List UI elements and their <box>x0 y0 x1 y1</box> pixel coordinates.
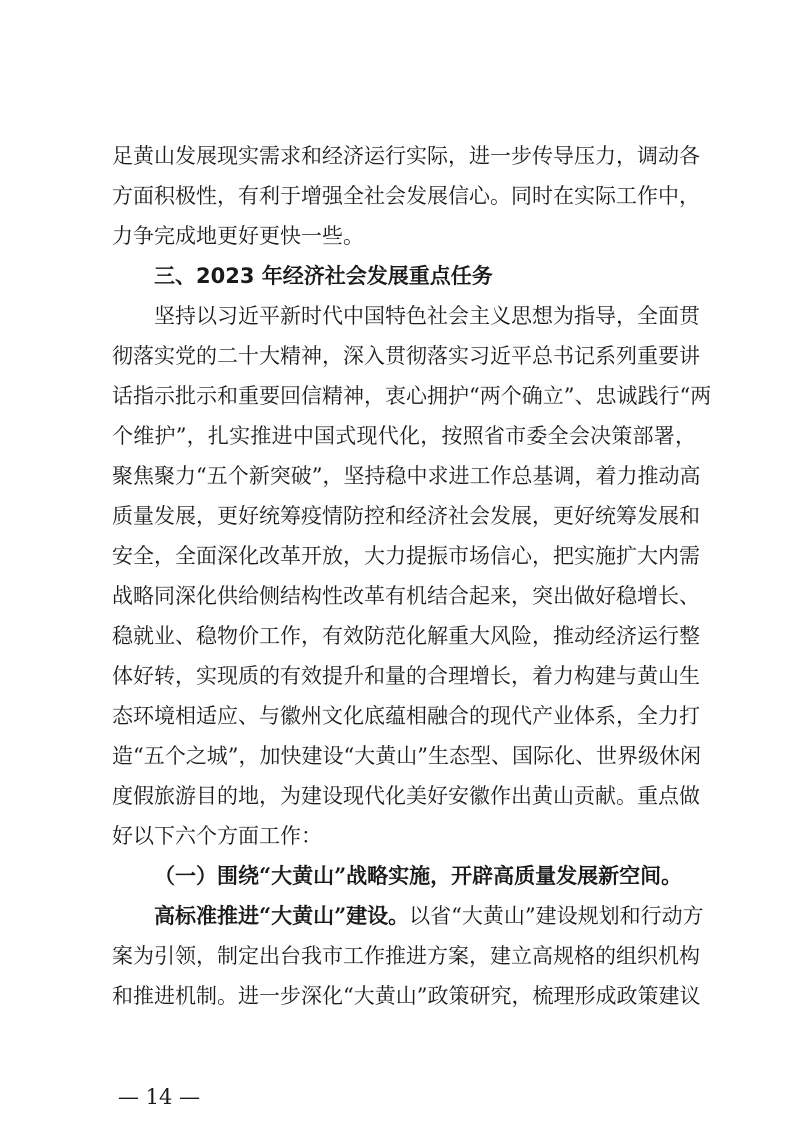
paragraph-line-3: 话指示批示和重要回信精神，衷心拥护“两个确立”、忠诚践行“两 <box>112 384 712 408</box>
paragraph-line-1: 坚持以习近平新时代中国特色社会主义思想为指导，全面贯 <box>154 304 700 328</box>
paragraph-line-2: 彻落实党的二十大精神，深入贯彻落实习近平总书记系列重要讲 <box>112 344 700 368</box>
paragraph-line-7: 安全，全面深化改革开放，大力提振市场信心，把实施扩大内需 <box>112 544 700 568</box>
continuation-line-2: 方面积极性，有利于增强全社会发展信心。同时在实际工作中， <box>112 184 700 208</box>
item-line-1-text: 以省“大黄山”建设规划和行动方 <box>409 904 704 928</box>
item-line-2: 案为引领，制定出台我市工作推进方案，建立高规格的组织机构 <box>112 944 700 968</box>
page-number: — 14 — <box>118 1085 201 1109</box>
paragraph-line-14: 好以下六个方面工作： <box>112 824 322 848</box>
item-line-1 <box>112 896 704 936</box>
subsection-heading: （一）围绕“大黄山”战略实施，开辟高质量发展新空间。 <box>154 863 683 888</box>
continuation-line-3: 力争完成地更好更快一些。 <box>112 224 364 248</box>
paragraph-line-10: 体好转，实现质的有效提升和量的合理增长，着力构建与黄山生 <box>112 664 700 688</box>
continuation-line-1: 足黄山发展现实需求和经济运行实际，进一步传导压力，调动各 <box>112 144 700 168</box>
paragraph-line-9: 稳就业、稳物价工作，有效防范化解重大风险，推动经济运行整 <box>112 624 700 648</box>
item-line-3: 和推进机制。进一步深化“大黄山”政策研究，梳理形成政策建议 <box>112 984 701 1008</box>
paragraph-line-8: 战略同深化供给侧结构性改革有机结合起来，突出做好稳增长、 <box>112 584 700 608</box>
section-heading: 三、2023 年经济社会发展重点任务 <box>154 264 493 288</box>
page-body <box>112 136 712 1016</box>
paragraph-line-6: 质量发展，更好统筹疫情防控和经济社会发展，更好统筹发展和 <box>112 504 700 528</box>
paragraph-line-4: 个维护”，扎实推进中国式现代化，按照省市委全会决策部署， <box>112 424 696 448</box>
paragraph-line-11: 态环境相适应、与徽州文化底蕴相融合的现代产业体系，全力打 <box>112 704 700 728</box>
paragraph-line-5: 聚焦聚力“五个新突破”，坚持稳中求进工作总基调，着力推动高 <box>112 464 701 488</box>
item-lead: 高标准推进“大黄山”建设。 <box>154 903 410 928</box>
paragraph-line-13: 度假旅游目的地，为建设现代化美好安徽作出黄山贡献。重点做 <box>112 784 700 808</box>
paragraph-line-12: 造“五个之城”，加快建设“大黄山”生态型、国际化、世界级休闲 <box>112 744 701 768</box>
